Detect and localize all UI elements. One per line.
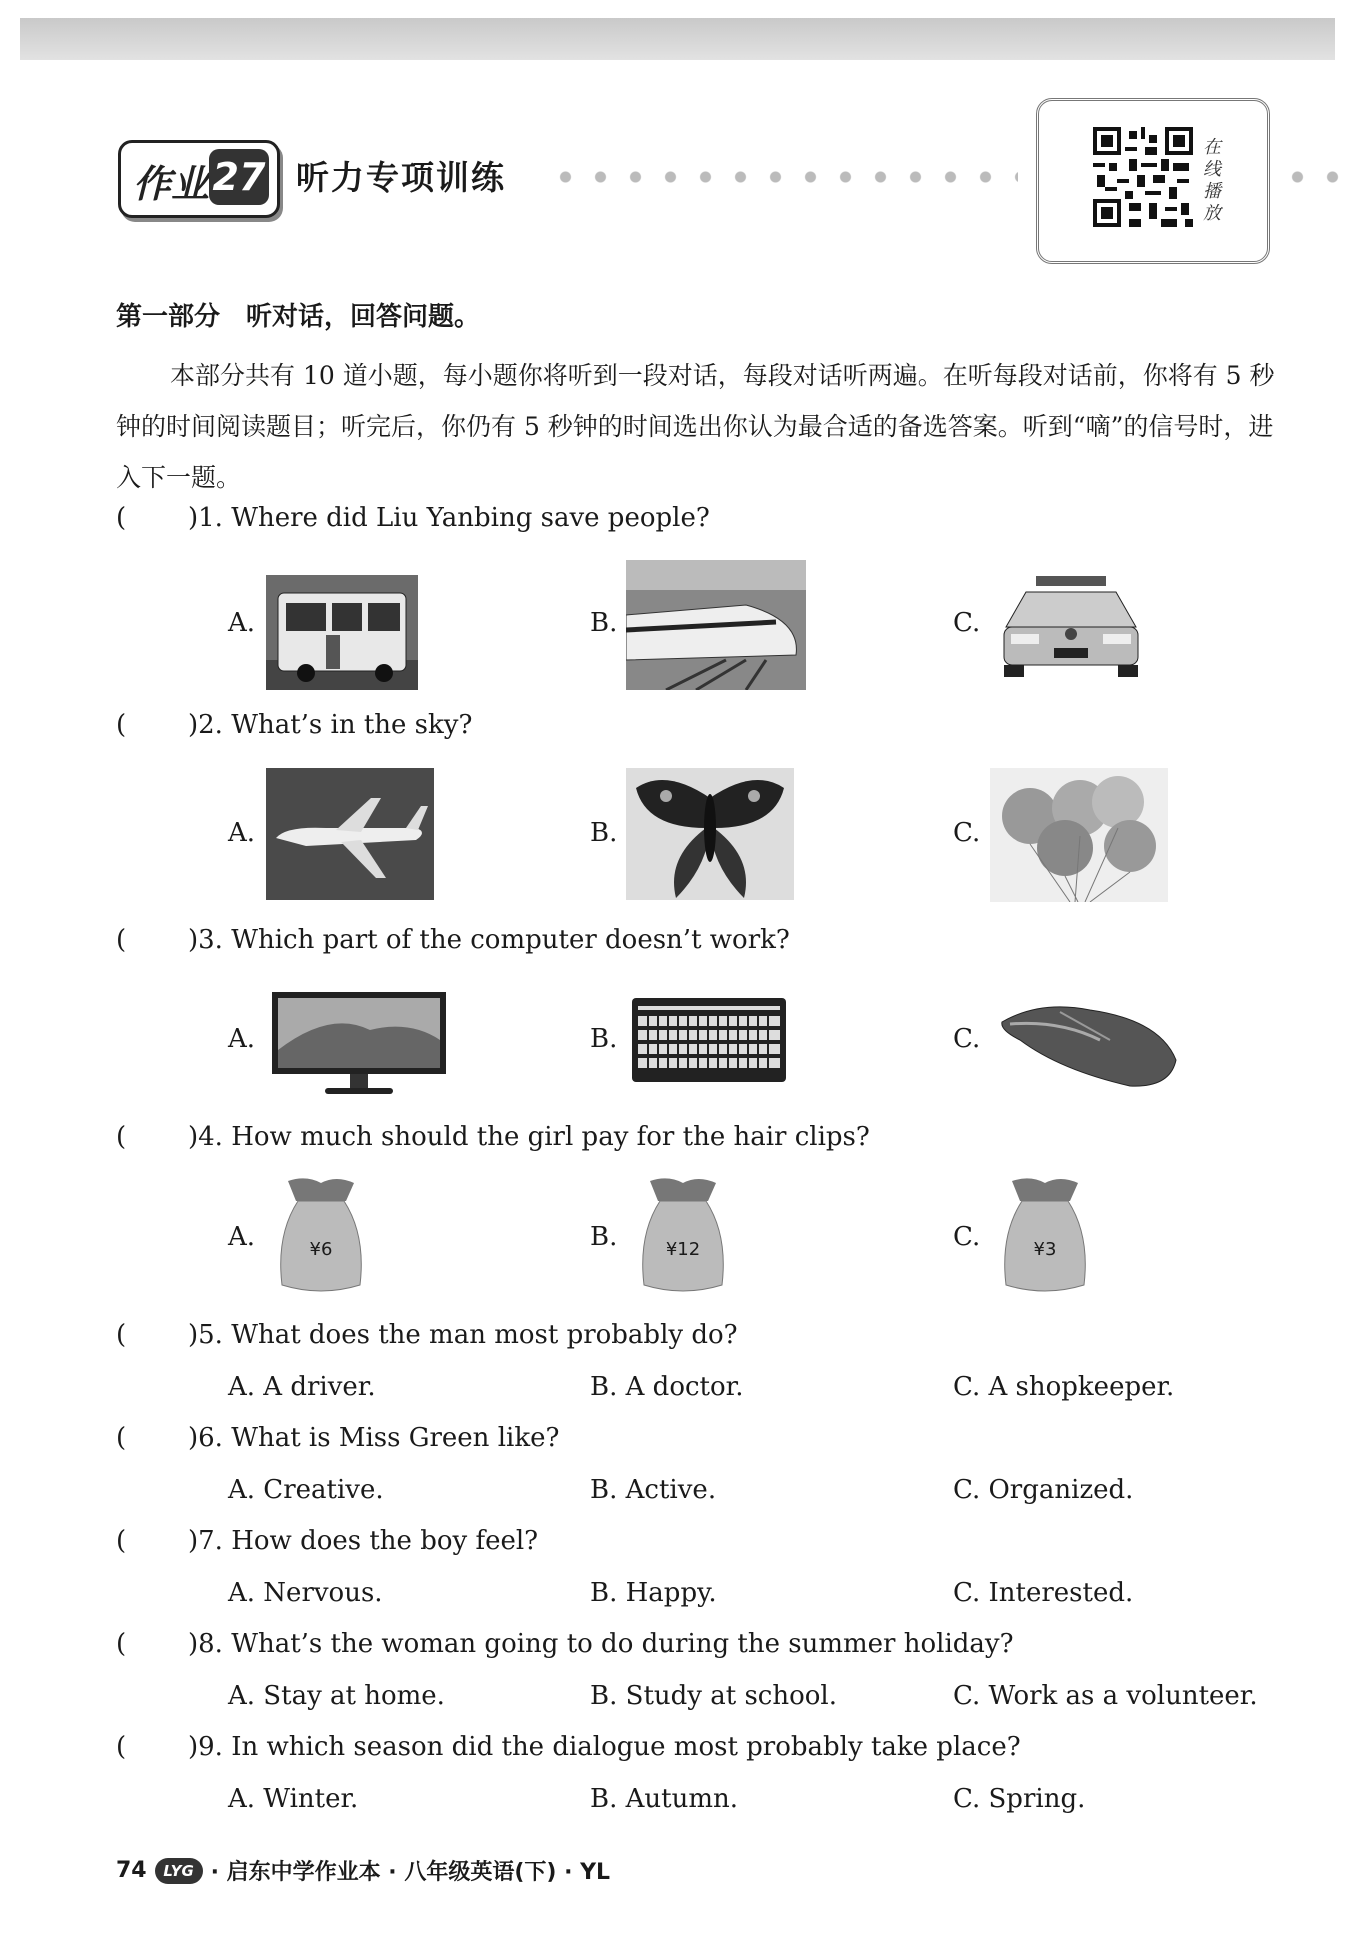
answer-blank[interactable]: ( — [116, 1320, 127, 1350]
airplane-image[interactable] — [266, 768, 434, 900]
price-label: ¥3 — [1033, 1239, 1057, 1260]
answer-blank[interactable]: ( — [116, 710, 127, 740]
option-a[interactable]: A. Creative. — [228, 1475, 384, 1505]
homework-label: 作业 — [133, 162, 210, 206]
option-letter-c: C. — [953, 1222, 981, 1252]
option-b[interactable]: B. A doctor. — [590, 1372, 744, 1402]
option-b[interactable]: B. Happy. — [590, 1578, 717, 1608]
footer-text: · 启东中学作业本 · 八年级英语(下) · YL — [210, 1860, 611, 1885]
price-label: ¥12 — [665, 1239, 701, 1260]
answer-blank[interactable]: ( — [116, 1423, 127, 1453]
option-a[interactable]: A. A driver. — [228, 1372, 376, 1402]
keyboard-image[interactable] — [632, 998, 786, 1082]
question-number: )7. — [188, 1526, 223, 1556]
question-number: )5. — [188, 1320, 223, 1350]
question-8 — [116, 1629, 1014, 1659]
page-footer — [116, 1855, 610, 1886]
question-text: What does the man most probably do? — [231, 1320, 738, 1350]
question-text: What is Miss Green like? — [231, 1423, 560, 1453]
homework-number: 27 — [209, 149, 269, 205]
option-b[interactable]: B. Active. — [590, 1475, 717, 1505]
question-4 — [116, 1122, 870, 1152]
question-text: In which season did the dialogue most probably take place? — [231, 1732, 1021, 1762]
mouse-image[interactable] — [1000, 1000, 1180, 1090]
option-letter-a: A. — [228, 608, 256, 638]
option-letter-c: C. — [953, 818, 981, 848]
money-bag-icon — [638, 1175, 728, 1295]
top-scan-band — [20, 18, 1335, 60]
qr-code-panel[interactable] — [1036, 98, 1270, 264]
butterfly-kite-image[interactable] — [626, 768, 794, 900]
answer-blank[interactable]: ( — [116, 1629, 127, 1659]
question-number: )3. — [188, 925, 223, 955]
question-number: )6. — [188, 1423, 223, 1453]
option-c[interactable]: C. Organized. — [953, 1475, 1134, 1505]
part-heading: 第一部分 听对话，回答问题。 — [116, 302, 481, 332]
option-c[interactable]: C. Spring. — [953, 1784, 1086, 1814]
bus-image[interactable] — [266, 575, 418, 690]
question-2 — [116, 710, 472, 740]
answer-blank[interactable]: ( — [116, 1732, 127, 1762]
option-a[interactable]: A. Winter. — [228, 1784, 359, 1814]
balloons-image[interactable] — [990, 768, 1168, 902]
question-text: How does the boy feel? — [231, 1526, 539, 1556]
question-text: What’s the woman going to do during the summer holiday? — [231, 1629, 1014, 1659]
option-a[interactable]: A. Stay at home. — [228, 1681, 445, 1711]
question-text: How much should the girl pay for the hair clips? — [231, 1122, 870, 1152]
option-b[interactable]: B. Study at school. — [590, 1681, 837, 1711]
money-bag-icon — [1000, 1175, 1090, 1295]
option-letter-a: A. — [228, 818, 256, 848]
option-letter-a: A. — [228, 1222, 256, 1252]
option-a[interactable]: A. Nervous. — [228, 1578, 383, 1608]
high-speed-train-image[interactable] — [626, 560, 806, 690]
option-letter-a: A. — [228, 1024, 256, 1054]
question-number: )2. — [188, 710, 223, 740]
option-letter-c: C. — [953, 608, 981, 638]
question-3 — [116, 925, 790, 955]
question-number: )8. — [188, 1629, 223, 1659]
question-text: Where did Liu Yanbing save people? — [231, 503, 710, 533]
answer-blank[interactable]: ( — [116, 503, 127, 533]
option-letter-b: B. — [590, 1024, 618, 1054]
decorative-dots-right — [1280, 170, 1340, 184]
instructions-paragraph: 本部分共有 10 道小题，每小题你将听到一段对话，每段对话听两遍。在听每段对话前，你将有 5 秒钟的时间阅读题目；听完后，你仍有 5 秒钟的时间选出你认为最合适的备选答案。听到“嘀”的信号时，进入下一题。 — [116, 361, 1275, 492]
question-text: Which part of the computer doesn’t work? — [231, 925, 790, 955]
question-6 — [116, 1423, 559, 1453]
option-c[interactable]: C. Work as a volunteer. — [953, 1681, 1258, 1711]
monitor-image[interactable] — [270, 990, 448, 1098]
option-letter-b: B. — [590, 1222, 618, 1252]
option-letter-b: B. — [590, 818, 618, 848]
question-5 — [116, 1320, 738, 1350]
price-label: ¥6 — [309, 1239, 333, 1260]
question-text: What’s in the sky? — [231, 710, 473, 740]
lyg-badge: LYG — [155, 1858, 203, 1884]
taxi-car-image[interactable] — [996, 572, 1146, 682]
option-letter-c: C. — [953, 1024, 981, 1054]
answer-blank[interactable]: ( — [116, 1122, 127, 1152]
option-c[interactable]: C. A shopkeeper. — [953, 1372, 1175, 1402]
question-9 — [116, 1732, 1021, 1762]
option-letter-b: B. — [590, 608, 618, 638]
homework-badge — [118, 140, 280, 218]
option-b[interactable]: B. Autumn. — [590, 1784, 739, 1814]
section-title: 听力专项训练 — [296, 158, 506, 197]
money-bag-a[interactable] — [276, 1175, 366, 1295]
money-bag-b[interactable] — [638, 1175, 728, 1295]
decorative-dots — [548, 170, 1018, 184]
question-number: )9. — [188, 1732, 223, 1762]
question-number: )4. — [188, 1122, 223, 1152]
question-1 — [116, 503, 710, 533]
qr-code-icon[interactable] — [1093, 127, 1193, 227]
question-number: )1. — [188, 503, 223, 533]
qr-label: 在线播放 — [1203, 137, 1221, 224]
money-bag-icon — [276, 1175, 366, 1295]
page-number: 74 — [116, 1858, 147, 1883]
answer-blank[interactable]: ( — [116, 925, 127, 955]
question-7 — [116, 1526, 538, 1556]
money-bag-c[interactable] — [1000, 1175, 1090, 1295]
answer-blank[interactable]: ( — [116, 1526, 127, 1556]
option-c[interactable]: C. Interested. — [953, 1578, 1134, 1608]
